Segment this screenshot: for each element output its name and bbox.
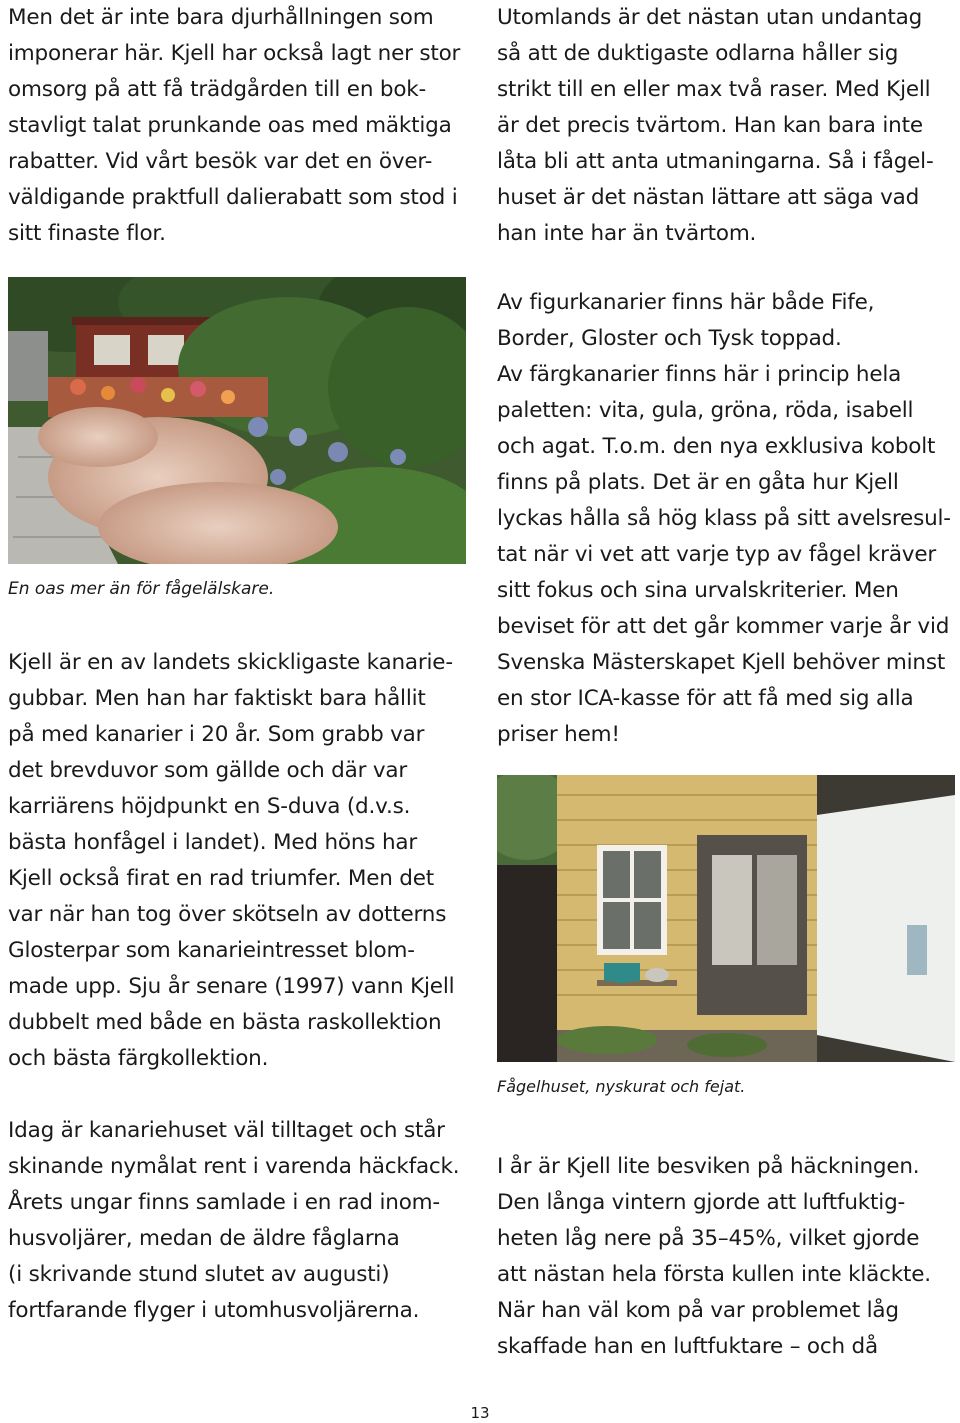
text-line: husvoljärer, medan de äldre fåglarna (8, 1226, 400, 1251)
text-line: strikt till en eller max två raser. Med Kjell (497, 77, 931, 102)
canary-types-paragraph (497, 285, 951, 753)
text-line: Utomlands är det nästan utan undantag (497, 5, 923, 30)
garden-photo-illustration (8, 277, 466, 564)
text-line: finns på plats. Det är en gåta hur Kjell (497, 470, 899, 495)
text-line: Glosterpar som kanarieintresset blom- (8, 938, 415, 963)
text-line: på med kanarier i 20 år. Som grabb var (8, 722, 425, 747)
text-line: sitt fokus och sina urvalskriterier. Men (497, 578, 899, 603)
bird-house-photo-illustration (497, 775, 955, 1062)
text-line: fortfarande flyger i utomhusvoljärerna. (8, 1298, 420, 1323)
text-line: Svenska Mästerskapet Kjell behöver minst (497, 650, 946, 675)
text-line: Men det är inte bara djurhållningen som (8, 5, 434, 30)
text-line: var när han tog över skötseln av dotterns (8, 902, 447, 927)
kjell-history-paragraph (8, 645, 454, 1077)
text-line: made upp. Sju år senare (1997) vann Kjell (8, 974, 455, 999)
text-line: låta bli att anta utmaningarna. Så i fågel- (497, 149, 934, 174)
text-line: Idag är kanariehuset väl tilltaget och står (8, 1118, 445, 1143)
text-line: Kjell också firat en rad triumfer. Men det (8, 866, 435, 891)
garden-photo-caption: En oas mer än för fågelälskare. (8, 579, 275, 599)
text-line: tat när vi vet att varje typ av fågel kräver (497, 542, 936, 567)
text-line: Årets ungar finns samlade i en rad inom- (8, 1190, 440, 1215)
text-line: karriärens höjdpunkt en S-duva (d.v.s. (8, 794, 411, 819)
text-line: beviset för att det går kommer varje år vid (497, 614, 950, 639)
text-line: är det precis tvärtom. Han kan bara inte (497, 113, 923, 138)
intro-paragraph (8, 0, 460, 252)
text-line: priser hem! (497, 722, 620, 747)
text-line: omsorg på att få trädgården till en bok- (8, 77, 427, 102)
garden-photo (8, 277, 466, 564)
text-line: sitt finaste flor. (8, 221, 166, 246)
text-line: Den långa vintern gjorde att luftfuktig- (497, 1190, 906, 1215)
text-line: Kjell är en av landets skickligaste kanarie- (8, 650, 453, 675)
text-line: en stor ICA-kasse för att få med sig alla (497, 686, 914, 711)
text-line: paletten: vita, gula, gröna, röda, isabell (497, 398, 914, 423)
text-line: stavligt talat prunkande oas med mäktiga (8, 113, 452, 138)
text-line: (i skrivande stund slutet av augusti) (8, 1262, 390, 1287)
text-line: att nästan hela första kullen inte kläckte. (497, 1262, 931, 1287)
text-line: I år är Kjell lite besviken på häckningen. (497, 1154, 920, 1179)
text-line: Av figurkanarier finns här både Fife, (497, 290, 875, 315)
text-line: När han väl kom på var problemet låg (497, 1298, 899, 1323)
text-line: och bästa färgkollektion. (8, 1046, 269, 1071)
page-number: 13 (470, 1404, 490, 1422)
text-line: och agat. T.o.m. den nya exklusiva kobolt (497, 434, 936, 459)
text-line: Av färgkanarier finns här i princip hela (497, 362, 902, 387)
bird-house-photo-caption: Fågelhuset, nyskurat och fejat. (497, 1077, 746, 1096)
text-line: imponerar här. Kjell har också lagt ner stor (8, 41, 461, 66)
text-line: så att de duktigaste odlarna håller sig (497, 41, 899, 66)
canary-house-paragraph (8, 1113, 459, 1329)
text-line: bästa honfågel i landet). Med höns har (8, 830, 417, 855)
text-line: heten låg nere på 35–45%, vilket gjorde (497, 1226, 920, 1251)
text-line: skaffade han en luftfuktare – och då (497, 1334, 878, 1359)
text-line: lyckas hålla så hög klass på sitt avelsresul- (497, 506, 951, 531)
text-line: skinande nymålat rent i varenda häckfack. (8, 1154, 460, 1179)
text-line: det brevduvor som gällde och där var (8, 758, 408, 783)
text-line: han inte har än tvärtom. (497, 221, 757, 246)
breeds-intro-paragraph (497, 0, 934, 252)
text-line: gubbar. Men han har faktiskt bara hållit (8, 686, 426, 711)
text-line: huset är det nästan lättare att säga vad (497, 185, 920, 210)
breeding-season-paragraph (497, 1149, 931, 1365)
text-line: Border, Gloster och Tysk toppad. (497, 326, 842, 351)
text-line: dubbelt med både en bästa raskollektion (8, 1010, 442, 1035)
text-line: väldigande praktfull dalierabatt som stod i (8, 185, 458, 210)
text-line: rabatter. Vid vårt besök var det en över- (8, 149, 433, 174)
bird-house-photo (497, 775, 955, 1062)
